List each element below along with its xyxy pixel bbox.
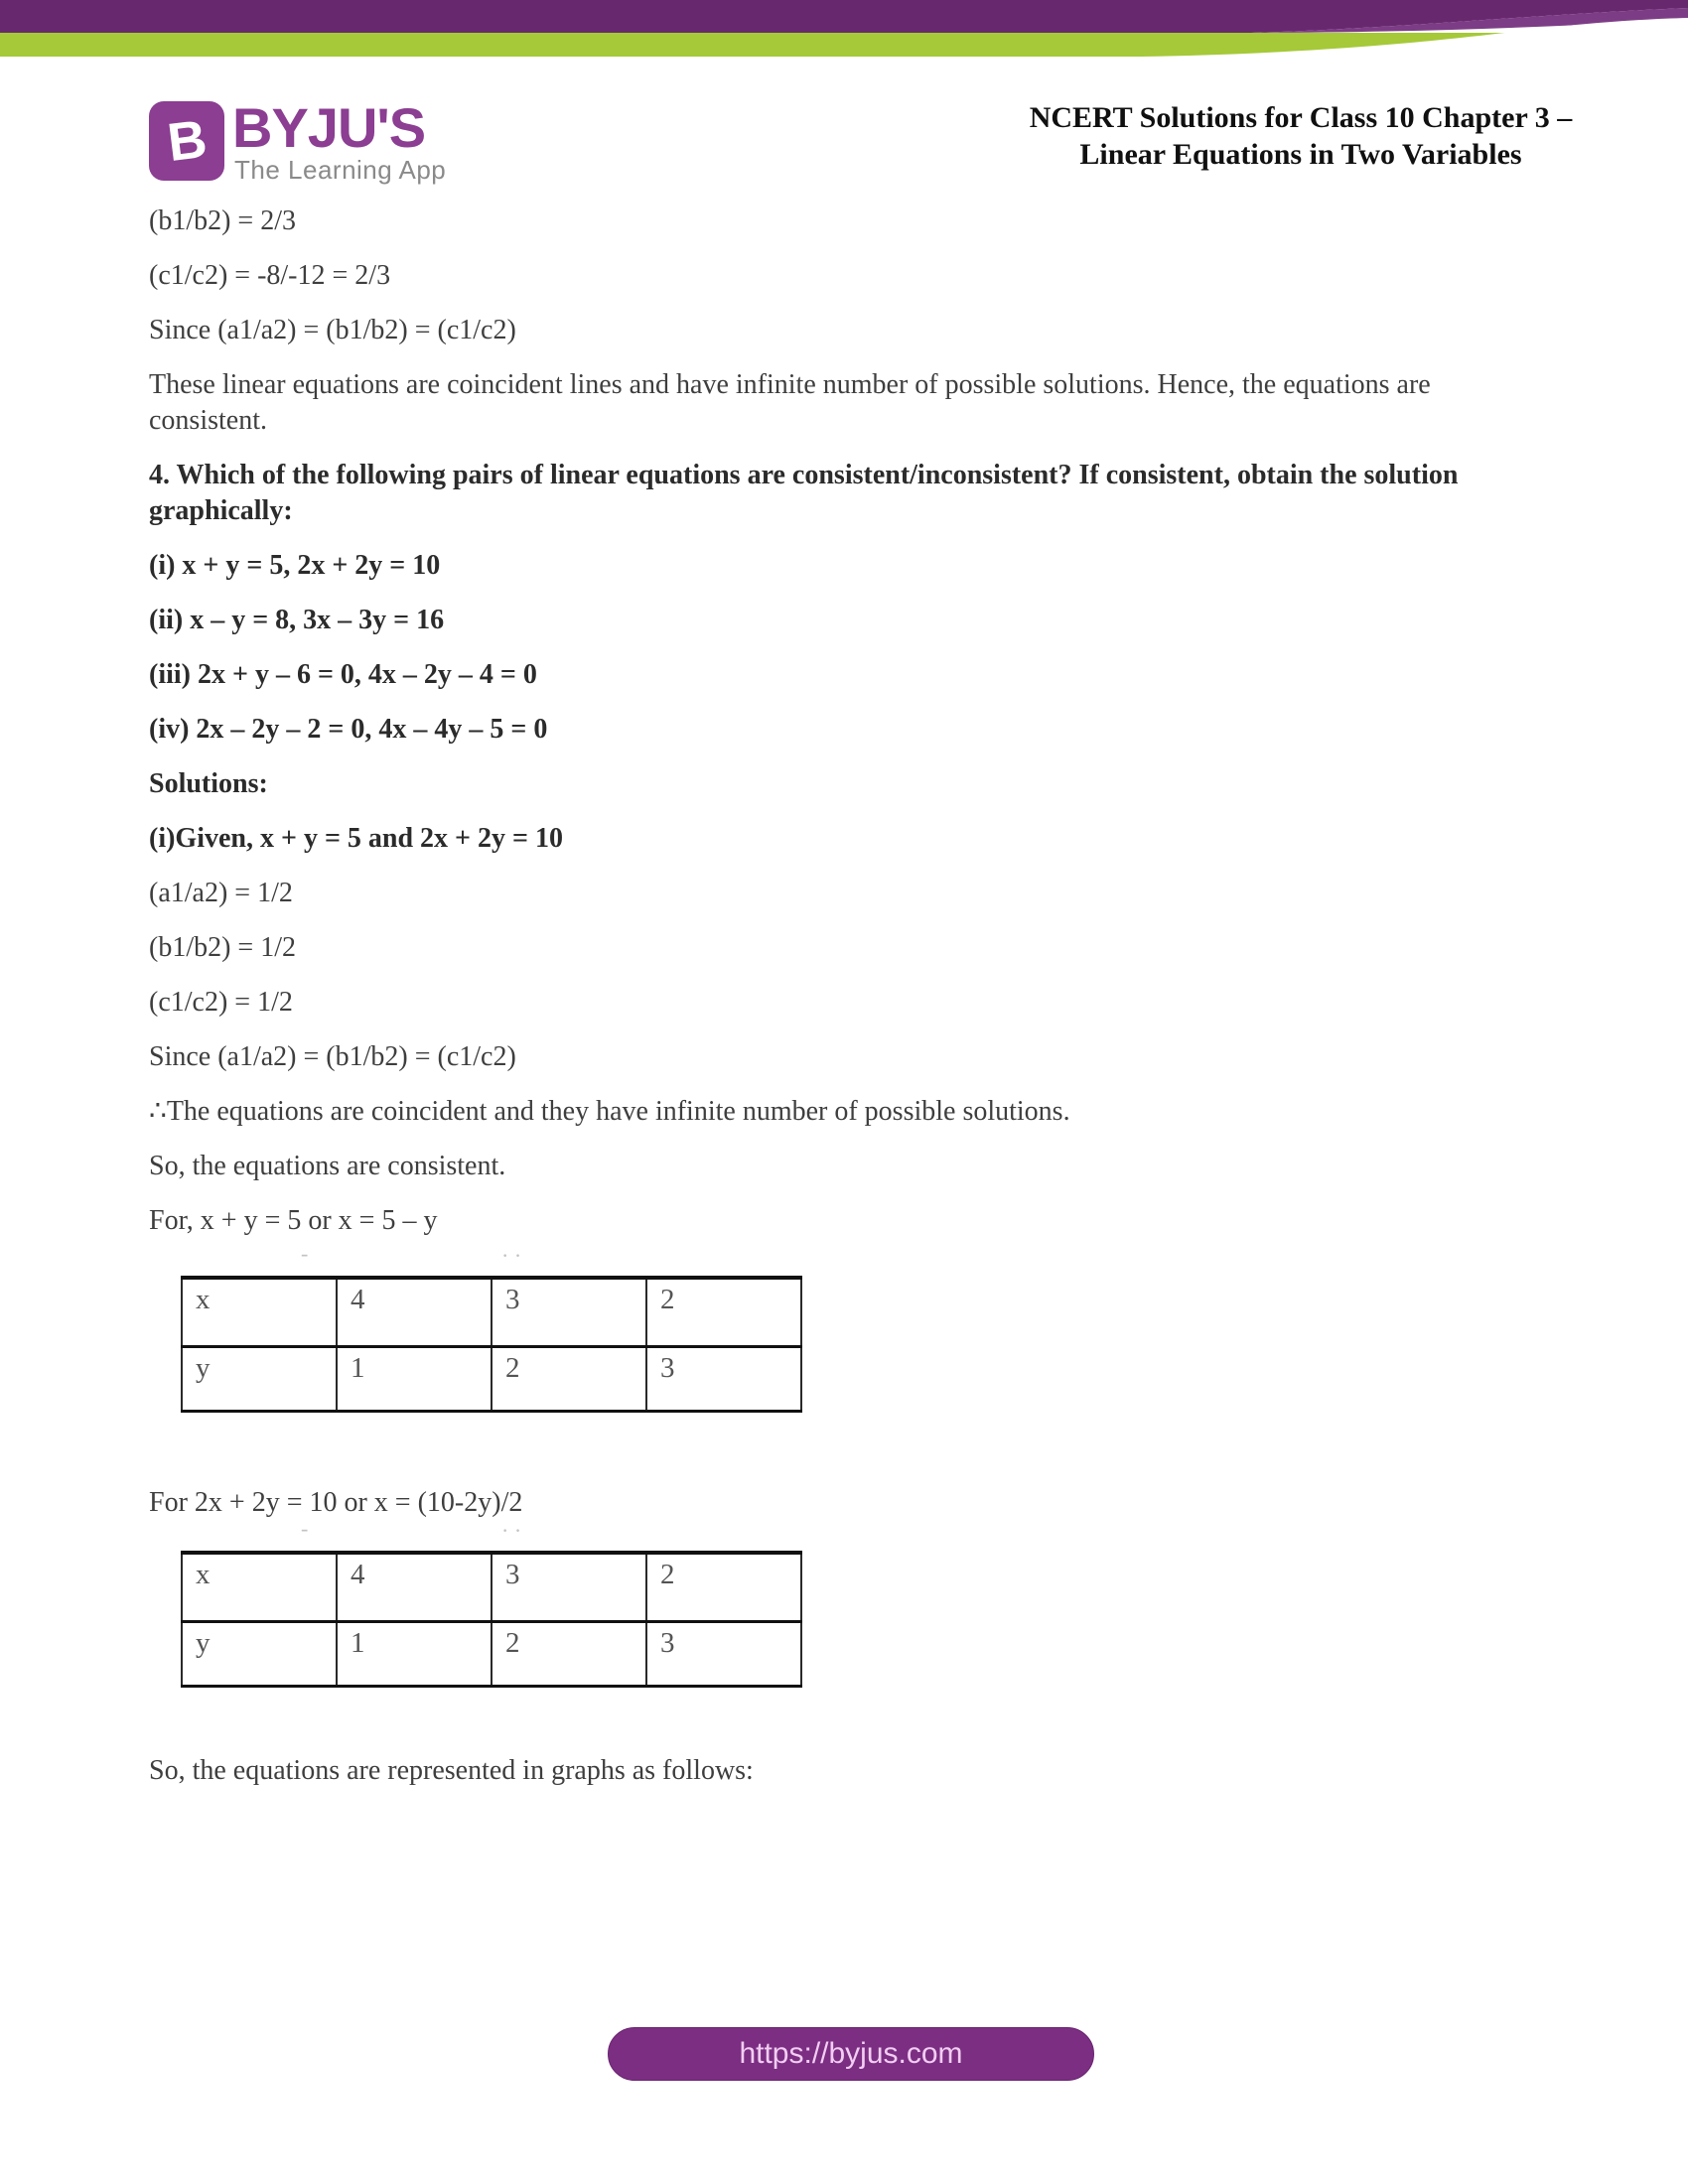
bold-text-block <box>149 603 1569 638</box>
table-cell: x <box>182 1553 337 1622</box>
text-line: These linear equations are coincident lines and have infinite number of possible solutions. Hence, the equations are <box>149 369 1431 400</box>
logo-brand-text: BYJU'S <box>232 96 426 159</box>
table-row <box>182 1553 801 1622</box>
bold-text-block <box>149 821 1569 857</box>
document-body-text <box>149 204 1569 1258</box>
equation-line: For 2x + 2y = 10 or x = (10-2y)/2 <box>149 1487 523 1518</box>
header-banner-wave <box>0 0 1688 69</box>
bold-text-block <box>149 712 1569 748</box>
text-block <box>149 367 1569 439</box>
text-block <box>149 876 1569 911</box>
table-cell: 1 <box>337 1622 492 1687</box>
table-cell: 3 <box>646 1347 801 1412</box>
table-cell: 4 <box>337 1553 492 1622</box>
page-title <box>953 99 1648 173</box>
table-cell: 4 <box>337 1278 492 1347</box>
closing-text: So, the equations are represented in graphs as follows: <box>149 1755 754 1786</box>
logo-tagline: The Learning App <box>234 155 447 185</box>
byjus-logo <box>149 97 487 192</box>
print-artifact: · · <box>501 1518 522 1543</box>
table-cell: 2 <box>492 1347 646 1412</box>
text-line: (c1/c2) = 1/2 <box>149 987 293 1018</box>
table-row <box>182 1622 801 1687</box>
table-cell: 1 <box>337 1347 492 1412</box>
table-cell: y <box>182 1347 337 1412</box>
print-artifact: · · <box>501 1243 522 1268</box>
page-title-line1: NCERT Solutions for Class 10 Chapter 3 – <box>1029 101 1573 134</box>
bold-text-block <box>149 657 1569 693</box>
text-block <box>149 1094 1569 1130</box>
text-block <box>149 1149 1569 1184</box>
table-cell: y <box>182 1622 337 1687</box>
logo-b-glyph: B <box>163 108 211 174</box>
text-line: (i) x + y = 5, 2x + 2y = 10 <box>149 550 441 581</box>
text-block <box>149 204 1569 239</box>
text-line: For, x + y = 5 or x = 5 – y <box>149 1205 438 1236</box>
text-line: (ii) x – y = 8, 3x – 3y = 16 <box>149 605 445 635</box>
bold-text-block <box>149 766 1569 802</box>
text-block <box>149 1039 1569 1075</box>
text-line: So, the equations are consistent. <box>149 1151 506 1181</box>
text-block <box>149 985 1569 1021</box>
page-title-line2: Linear Equations in Two Variables <box>1079 138 1522 171</box>
table-cell: 3 <box>492 1278 646 1347</box>
text-block <box>149 1203 1569 1239</box>
table-cell: x <box>182 1278 337 1347</box>
table-cell: 3 <box>646 1622 801 1687</box>
text-line: Solutions: <box>149 768 268 799</box>
text-block <box>149 930 1569 966</box>
text-line: (iv) 2x – 2y – 2 = 0, 4x – 4y – 5 = 0 <box>149 714 548 745</box>
table-cell: 2 <box>646 1278 801 1347</box>
text-line: graphically: <box>149 495 293 526</box>
text-line: (b1/b2) = 1/2 <box>149 932 296 963</box>
byjus-logo-icon <box>149 101 224 181</box>
print-artifact: - <box>301 1516 309 1541</box>
bold-text-block <box>149 548 1569 584</box>
text-line: (a1/a2) = 1/2 <box>149 878 293 908</box>
byjus-url-link[interactable] <box>608 2027 1094 2081</box>
text-line: ∴The equations are coincident and they have infinite number of possible solutions. <box>149 1096 1070 1127</box>
byjus-url-text: https://byjus.com <box>739 2037 963 2070</box>
table-cell: 2 <box>492 1622 646 1687</box>
text-line: (c1/c2) = -8/-12 = 2/3 <box>149 260 391 291</box>
bold-text-block <box>149 458 1569 529</box>
text-line: Since (a1/a2) = (b1/b2) = (c1/c2) <box>149 1041 516 1072</box>
text-block <box>149 313 1569 348</box>
value-table-1 <box>181 1276 802 1413</box>
text-line: (b1/b2) = 2/3 <box>149 205 296 236</box>
text-line: (iii) 2x + y – 6 = 0, 4x – 2y – 4 = 0 <box>149 659 537 690</box>
text-line: consistent. <box>149 405 267 436</box>
print-artifact: - <box>301 1241 309 1266</box>
table-row <box>182 1347 801 1412</box>
text-line: Since (a1/a2) = (b1/b2) = (c1/c2) <box>149 315 516 345</box>
value-table-2 <box>181 1551 802 1688</box>
table-cell: 2 <box>646 1553 801 1622</box>
table-row <box>182 1278 801 1347</box>
table-cell: 3 <box>492 1553 646 1622</box>
text-line: 4. Which of the following pairs of linear equations are consistent/inconsistent? If consistent, obtain the solution <box>149 460 1459 490</box>
text-line: (i)Given, x + y = 5 and 2x + 2y = 10 <box>149 823 563 854</box>
text-block <box>149 258 1569 294</box>
